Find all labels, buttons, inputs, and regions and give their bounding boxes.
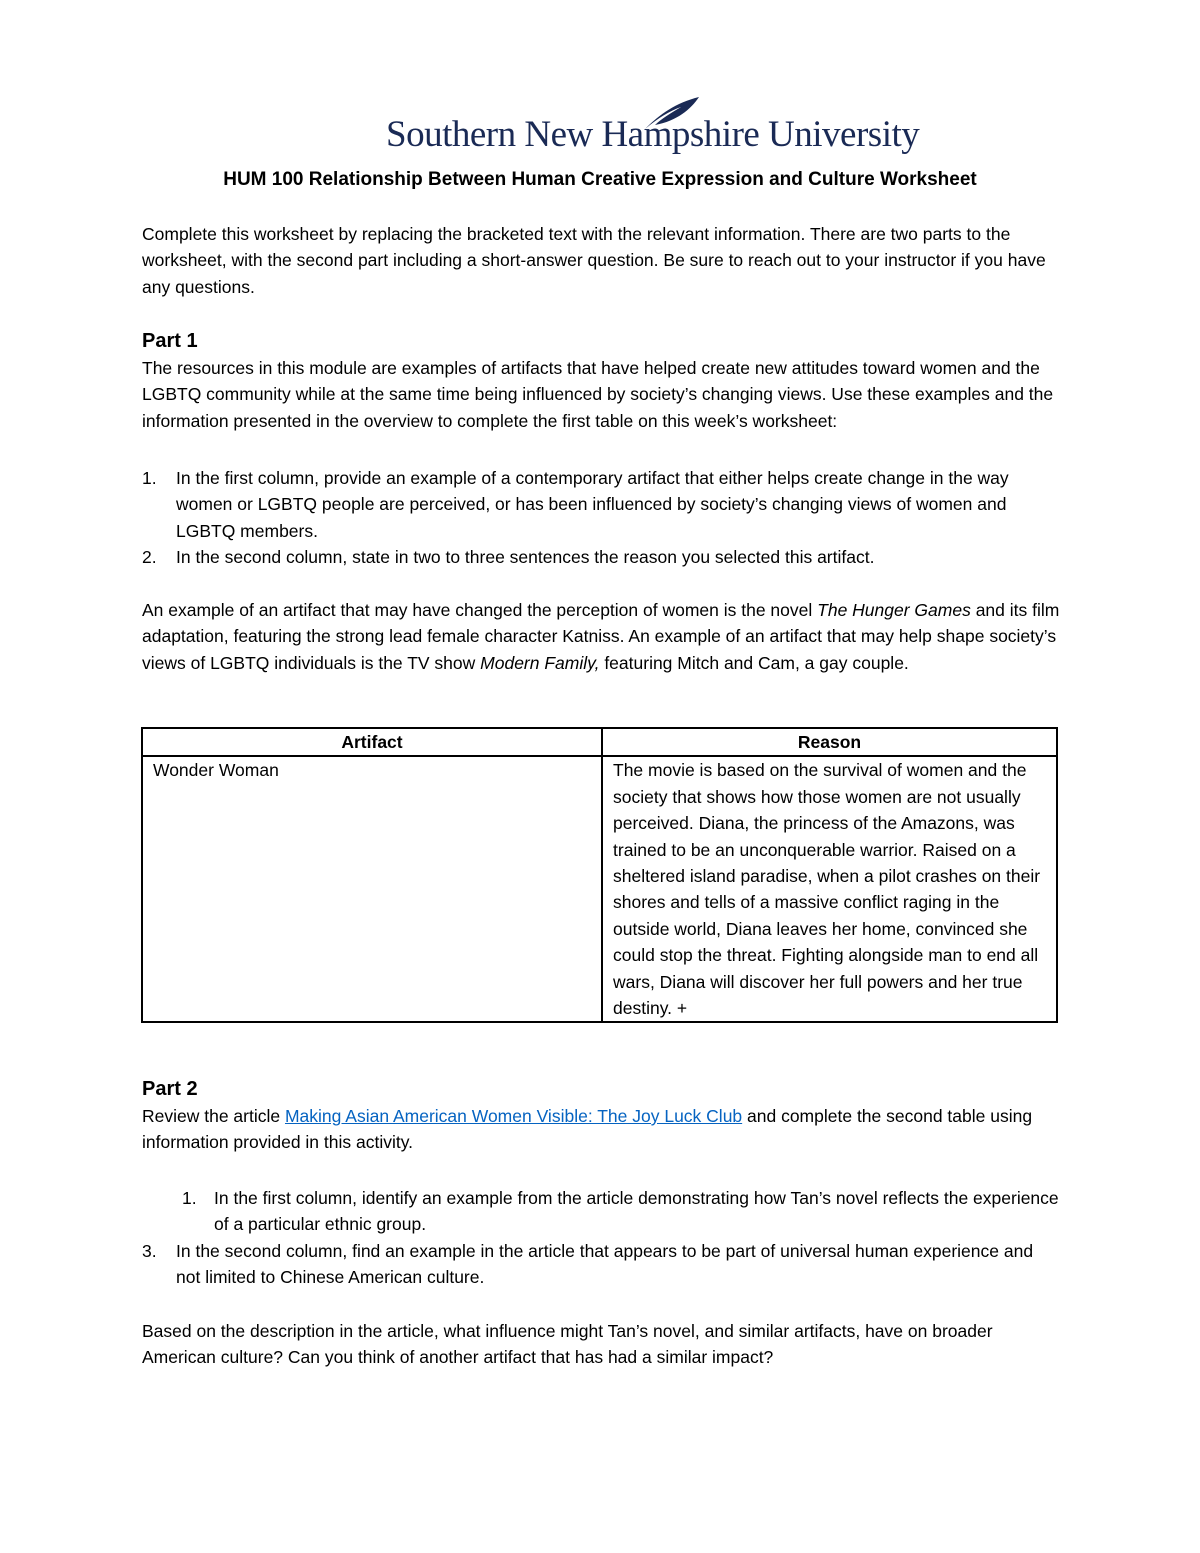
artifact-table	[141, 727, 1058, 1023]
part1-heading: Part 1	[142, 330, 198, 352]
table-header-row	[142, 728, 1057, 756]
list-item	[142, 465, 1062, 544]
example-title-hunger-games: The Hunger Games	[817, 600, 971, 620]
list-text: In the second column, state in two to three sentences the reason you selected this artifact.	[176, 547, 875, 568]
short-answer-question: Based on the description in the article, what influence might Tan’s novel, and similar artifacts, have on broader American culture? Can you think of another artifact that has had a similar impact?	[142, 1321, 993, 1368]
part2-instructions	[142, 1185, 1062, 1291]
list-number: 1.	[142, 468, 157, 488]
example-text: An example of an artifact that may have changed the perception of women is the novel	[142, 600, 818, 620]
list-text: In the first column, identify an example from the article demonstrating how Tan’s novel reflects the experience of a particular ethnic group.	[214, 1188, 1059, 1235]
artifact-cell[interactable]: Wonder Woman	[142, 756, 602, 1022]
example-text: featuring Mitch and Cam, a gay couple.	[599, 652, 909, 673]
example-text: and its film adaptation, featuring the strong lead female character Katniss. An example of an artifact that may help shape society’s views of LGBTQ individuals is the TV show	[142, 600, 1060, 673]
example-paragraph	[142, 597, 1062, 676]
part1-instructions	[142, 465, 1062, 571]
example-title-modern-family: Modern Family,	[480, 652, 600, 673]
part2-heading: Part 2	[142, 1078, 198, 1100]
list-number: 1.	[182, 1188, 197, 1208]
logo-wordmark: Southern New Hampshire University	[386, 114, 920, 155]
header-artifact: Artifact	[142, 728, 602, 756]
table-row	[142, 756, 1057, 1022]
list-number: 3.	[142, 1240, 157, 1261]
list-text: In the first column, provide an example of a contemporary artifact that either helps create change in the way women or LGBTQ people are perceived, or has been influenced by society’s changing views of women and LGBTQ members.	[176, 468, 1009, 541]
intro-paragraph: Complete this worksheet by replacing the bracketed text with the relevant information. There are two parts to the worksheet, with the second part including a short-answer question. Be sure to reach out to your instructor if you have any questions.	[142, 224, 1046, 297]
part2-review	[142, 1103, 1062, 1156]
list-item	[142, 1185, 1062, 1238]
review-text: and complete the second table using information provided in this activity.	[142, 1106, 1033, 1153]
review-text: Review the article	[142, 1106, 285, 1126]
article-link[interactable]: Making Asian American Women Visible: The Joy Luck Club	[284, 1106, 743, 1126]
header-reason: Reason	[602, 728, 1057, 756]
part1-body: The resources in this module are examples of artifacts that have helped create new attitudes toward women and the LGBTQ community while at the same time being influenced by society’s changing views. Use these examples and the information presented in the overview to complete the first table on this week’s worksheet:	[142, 358, 1054, 431]
reason-cell[interactable]: The movie is based on the survival of women and the society that shows how those women are not usually perceived. Diana, the princess of the Amazons, was trained to be an unconquerable warrior. Raised on a sheltered island paradise, when a pilot crashes on their shores and tells of a massive conflict raging in the outside world, Diana leaves her home, convinced she could stop the threat. Fighting alongside man to end all wars, Diana will discover her full powers and her true destiny. +	[602, 756, 1057, 1022]
document-title: HUM 100 Relationship Between Human Creative Expression and Culture Worksheet	[223, 169, 977, 190]
university-logo	[386, 95, 920, 165]
list-item	[142, 1238, 1062, 1291]
list-text: In the second column, find an example in the article that appears to be part of universal human experience and not limited to Chinese American culture.	[176, 1240, 1034, 1288]
list-item	[142, 544, 1062, 570]
list-number: 2.	[142, 547, 157, 568]
